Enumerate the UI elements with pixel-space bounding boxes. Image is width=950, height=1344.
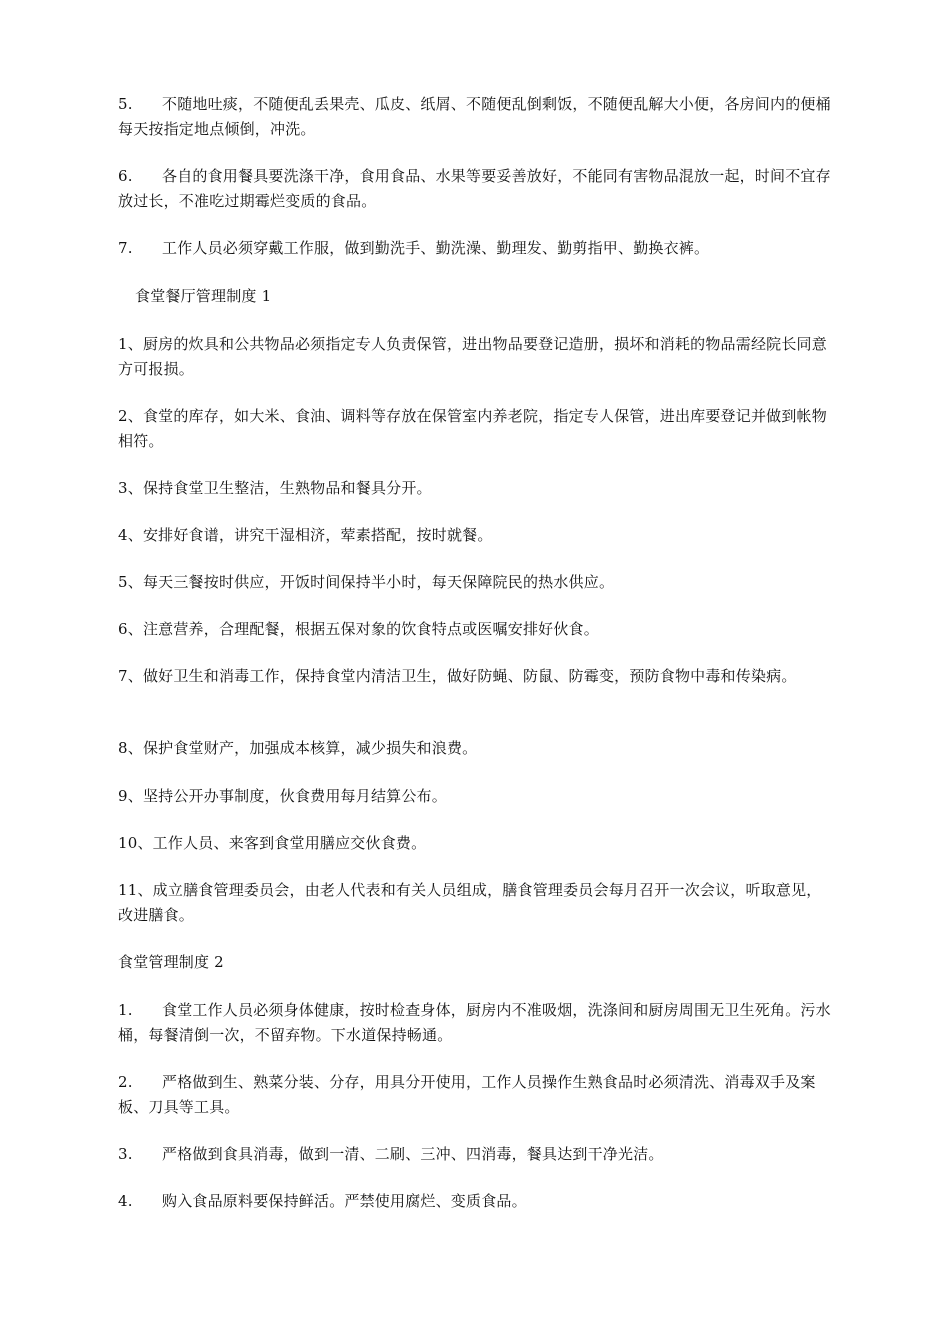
management-rule-2 [118, 1070, 834, 1120]
rule-paragraph-5 [118, 92, 834, 142]
item-text: 严格做到生、熟菜分装、分存，用具分开使用，工作人员操作生熟食品时必须清洗、消毒双手及案板、刀具等工具。 [118, 1073, 816, 1116]
canteen-rule-3: 3、保持食堂卫生整洁，生熟物品和餐具分开。 [118, 479, 432, 497]
canteen-rule-1: 1、厨房的炊具和公共物品必须指定专人负责保管，进出物品要登记造册，损坏和消耗的物品需经院长同意方可报损。 [118, 335, 827, 378]
item-number: 5. [118, 95, 133, 113]
canteen-rule-2: 2、食堂的库存，如大米、食油、调料等存放在保管室内养老院，指定专人保管，进出库要登记并做到帐物相符。 [118, 407, 827, 450]
item-number: 7. [118, 239, 133, 257]
canteen-rule-7: 7、做好卫生和消毒工作，保持食堂内清洁卫生，做好防蝇、防鼠、防霉变，预防食物中毒和传染病。 [118, 667, 797, 685]
item-text: 各自的食用餐具要洗涤干净，食用食品、水果等要妥善放好，不能同有害物品混放一起，时间不宜存放过长，不准吃过期霉烂变质的食品。 [118, 167, 831, 210]
item-number: 6. [118, 167, 133, 185]
management-rule-1 [118, 998, 834, 1048]
management-rule-4 [118, 1189, 834, 1214]
section-heading-canteen-management: 食堂管理制度 2 [118, 953, 224, 971]
item-text: 食堂工作人员必须身体健康，按时检查身体，厨房内不准吸烟，洗涤间和厨房周围无卫生死角。污水桶，每餐清倒一次，不留弃物。下水道保持畅通。 [118, 1001, 831, 1044]
canteen-rule-4: 4、安排好食谱，讲究干湿相济，荤素搭配，按时就餐。 [118, 526, 493, 544]
canteen-rule-10: 10、工作人员、来客到食堂用膳应交伙食费。 [118, 834, 427, 852]
item-number: 3. [118, 1145, 133, 1163]
item-text: 工作人员必须穿戴工作服，做到勤洗手、勤洗澡、勤理发、勤剪指甲、勤换衣裤。 [162, 239, 710, 257]
section-heading-canteen-dining: 食堂餐厅管理制度 1 [135, 287, 272, 305]
item-number: 1. [118, 1001, 133, 1019]
canteen-rule-8: 8、保护食堂财产，加强成本核算，减少损失和浪费。 [118, 739, 478, 757]
canteen-rule-5: 5、每天三餐按时供应，开饭时间保持半小时，每天保障院民的热水供应。 [118, 573, 615, 591]
rule-paragraph-7 [118, 236, 834, 261]
item-text: 不随地吐痰，不随便乱丢果壳、瓜皮、纸屑、不随便乱倒剩饭，不随便乱解大小便，各房间内的便桶每天按指定地点倾倒，冲洗。 [118, 95, 831, 138]
rule-paragraph-6 [118, 164, 834, 214]
item-number: 4. [118, 1192, 133, 1210]
item-text: 严格做到食具消毒，做到一清、二刷、三冲、四消毒，餐具达到干净光洁。 [162, 1145, 664, 1163]
canteen-rule-6: 6、注意营养，合理配餐，根据五保对象的饮食特点或医嘱安排好伙食。 [118, 620, 599, 638]
item-text: 购入食品原料要保持鲜活。严禁使用腐烂、变质食品。 [162, 1192, 527, 1210]
canteen-rule-11: 11、成立膳食管理委员会，由老人代表和有关人员组成，膳食管理委员会每月召开一次会议，听取意见，改进膳食。 [118, 881, 822, 924]
management-rule-3 [118, 1142, 834, 1167]
item-number: 2. [118, 1073, 133, 1091]
canteen-rule-9: 9、坚持公开办事制度，伙食费用每月结算公布。 [118, 787, 447, 805]
